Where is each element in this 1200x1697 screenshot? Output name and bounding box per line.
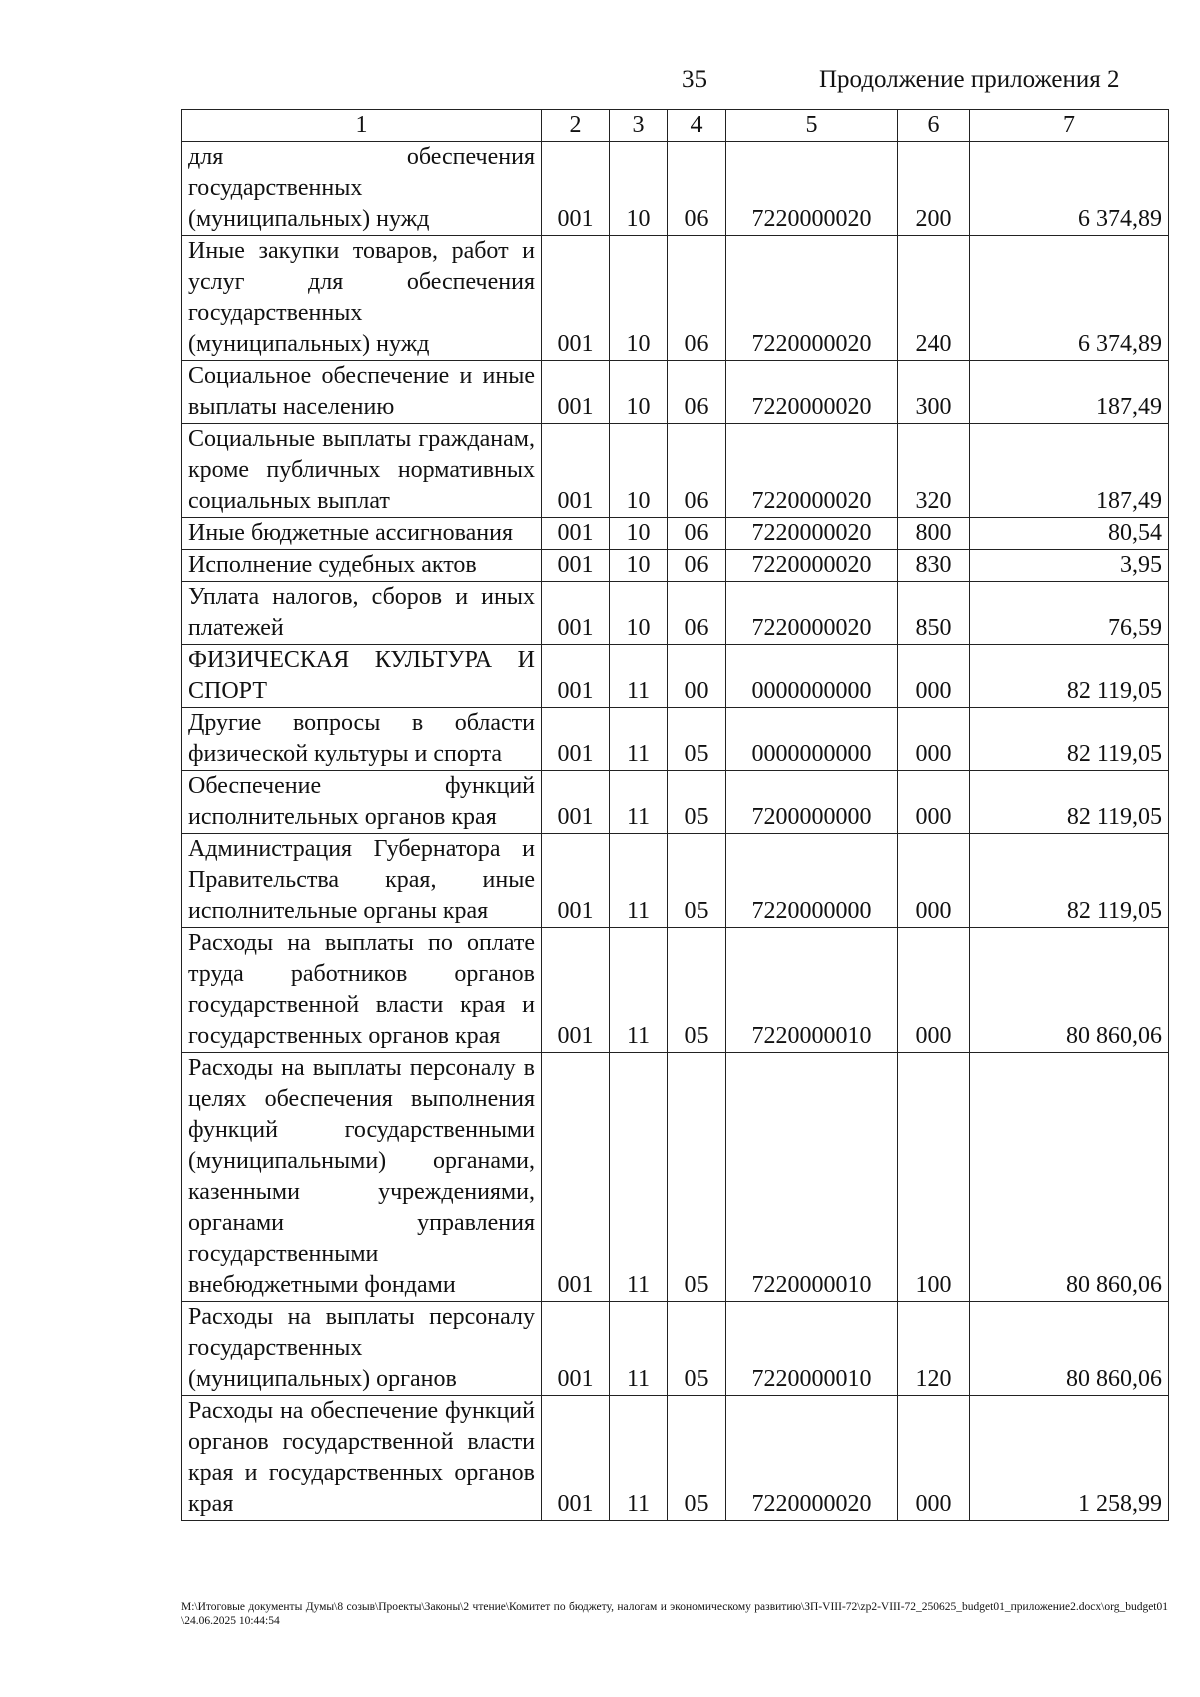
table-header-row [182, 110, 1169, 142]
admin-code-cell: 001 [542, 834, 610, 928]
subsection-cell: 06 [668, 361, 726, 424]
table-row [182, 550, 1169, 582]
expense-type-cell: 240 [898, 236, 970, 361]
subsection-cell: 06 [668, 142, 726, 236]
amount-cell: 6 374,89 [970, 142, 1169, 236]
subsection-cell: 06 [668, 582, 726, 645]
row-name-cell: Иные бюджетные ассигнования [182, 518, 542, 550]
admin-code-cell: 001 [542, 236, 610, 361]
table-row [182, 518, 1169, 550]
subsection-cell: 06 [668, 424, 726, 518]
column-header: 4 [668, 110, 726, 142]
section-cell: 10 [610, 142, 668, 236]
column-header: 1 [182, 110, 542, 142]
row-name-cell: Расходы на выплаты персоналу в целях обеспечения выполнения функций государственными (муниципальными) органами, казенными учреждениями, органами управления государственными внебюджетными фондами [182, 1053, 542, 1302]
column-header: 3 [610, 110, 668, 142]
table-row [182, 142, 1169, 236]
target-article-cell: 7220000020 [726, 518, 898, 550]
row-name-cell: Социальное обеспечение и иные выплаты населению [182, 361, 542, 424]
expense-type-cell: 100 [898, 1053, 970, 1302]
row-name-cell: ФИЗИЧЕСКАЯ КУЛЬТУРА И СПОРТ [182, 645, 542, 708]
subsection-cell: 05 [668, 1053, 726, 1302]
subsection-cell: 00 [668, 645, 726, 708]
admin-code-cell: 001 [542, 424, 610, 518]
target-article-cell: 7220000020 [726, 582, 898, 645]
admin-code-cell: 001 [542, 1396, 610, 1521]
amount-cell: 82 119,05 [970, 708, 1169, 771]
admin-code-cell: 001 [542, 550, 610, 582]
subsection-cell: 05 [668, 928, 726, 1053]
expense-type-cell: 000 [898, 771, 970, 834]
target-article-cell: 7220000020 [726, 1396, 898, 1521]
target-article-cell: 7220000010 [726, 1053, 898, 1302]
table-row [182, 582, 1169, 645]
subsection-cell: 05 [668, 771, 726, 834]
expense-type-cell: 000 [898, 928, 970, 1053]
section-cell: 10 [610, 361, 668, 424]
subsection-cell: 05 [668, 1396, 726, 1521]
continuation-heading: Продолжение приложения 2 [819, 66, 1120, 93]
row-name-cell: Обеспечение функций исполнительных органов края [182, 771, 542, 834]
table-row [182, 361, 1169, 424]
subsection-cell: 06 [668, 518, 726, 550]
section-cell: 11 [610, 708, 668, 771]
section-cell: 10 [610, 550, 668, 582]
admin-code-cell: 001 [542, 928, 610, 1053]
expense-type-cell: 850 [898, 582, 970, 645]
section-cell: 10 [610, 582, 668, 645]
amount-cell: 6 374,89 [970, 236, 1169, 361]
row-name-cell: Социальные выплаты гражданам, кроме публичных нормативных социальных выплат [182, 424, 542, 518]
row-name-cell: Администрация Губернатора и Правительства края, иные исполнительные органы края [182, 834, 542, 928]
admin-code-cell: 001 [542, 518, 610, 550]
amount-cell: 80,54 [970, 518, 1169, 550]
subsection-cell: 05 [668, 1302, 726, 1396]
table-row [182, 771, 1169, 834]
expense-type-cell: 000 [898, 834, 970, 928]
column-header: 5 [726, 110, 898, 142]
column-header: 6 [898, 110, 970, 142]
section-cell: 11 [610, 1053, 668, 1302]
amount-cell: 82 119,05 [970, 771, 1169, 834]
admin-code-cell: 001 [542, 771, 610, 834]
expense-type-cell: 000 [898, 645, 970, 708]
target-article-cell: 7220000020 [726, 142, 898, 236]
amount-cell: 82 119,05 [970, 834, 1169, 928]
admin-code-cell: 001 [542, 708, 610, 771]
subsection-cell: 05 [668, 708, 726, 771]
table-row [182, 236, 1169, 361]
target-article-cell: 7220000020 [726, 361, 898, 424]
subsection-cell: 06 [668, 550, 726, 582]
section-cell: 10 [610, 424, 668, 518]
row-name-cell: Иные закупки товаров, работ и услуг для обеспечения государственных (муниципальных) нужд [182, 236, 542, 361]
row-name-cell: Расходы на выплаты по оплате труда работников органов государственной власти края и государственных органов края [182, 928, 542, 1053]
amount-cell: 1 258,99 [970, 1396, 1169, 1521]
admin-code-cell: 001 [542, 1053, 610, 1302]
subsection-cell: 06 [668, 236, 726, 361]
amount-cell: 187,49 [970, 424, 1169, 518]
admin-code-cell: 001 [542, 142, 610, 236]
subsection-cell: 05 [668, 834, 726, 928]
target-article-cell: 7220000020 [726, 550, 898, 582]
target-article-cell: 7220000020 [726, 424, 898, 518]
section-cell: 11 [610, 928, 668, 1053]
expense-type-cell: 200 [898, 142, 970, 236]
table-row [182, 645, 1169, 708]
section-cell: 11 [610, 771, 668, 834]
section-cell: 11 [610, 1396, 668, 1521]
expense-type-cell: 300 [898, 361, 970, 424]
amount-cell: 80 860,06 [970, 928, 1169, 1053]
section-cell: 10 [610, 236, 668, 361]
admin-code-cell: 001 [542, 645, 610, 708]
expense-type-cell: 800 [898, 518, 970, 550]
row-name-cell: Исполнение судебных актов [182, 550, 542, 582]
amount-cell: 82 119,05 [970, 645, 1169, 708]
row-name-cell: Расходы на выплаты персоналу государственных (муниципальных) органов [182, 1302, 542, 1396]
row-name-cell: Расходы на обеспечение функций органов государственной власти края и государственных органов края [182, 1396, 542, 1521]
document-path-footer: М:\Итоговые документы Думы\8 созыв\Проекты\Законы\2 чтение\Комитет по бюджету, налогам и экономическому развитию\ЗП-VIII-72\zp2-VIII-72_250625_budget01_приложение2.docx\org_budget01\24.06.2025 10:44:54 [181, 1601, 1168, 1627]
row-name-cell: для обеспечения государственных (муниципальных) нужд [182, 142, 542, 236]
amount-cell: 76,59 [970, 582, 1169, 645]
target-article-cell: 0000000000 [726, 645, 898, 708]
target-article-cell: 7200000000 [726, 771, 898, 834]
table-row [182, 928, 1169, 1053]
column-header: 7 [970, 110, 1169, 142]
column-header: 2 [542, 110, 610, 142]
expense-type-cell: 320 [898, 424, 970, 518]
expense-type-cell: 830 [898, 550, 970, 582]
admin-code-cell: 001 [542, 582, 610, 645]
amount-cell: 80 860,06 [970, 1053, 1169, 1302]
amount-cell: 80 860,06 [970, 1302, 1169, 1396]
target-article-cell: 7220000010 [726, 928, 898, 1053]
table-row [182, 424, 1169, 518]
table-row [182, 834, 1169, 928]
amount-cell: 187,49 [970, 361, 1169, 424]
table-row [182, 1302, 1169, 1396]
row-name-cell: Уплата налогов, сборов и иных платежей [182, 582, 542, 645]
table-row [182, 708, 1169, 771]
section-cell: 11 [610, 834, 668, 928]
table-row [182, 1396, 1169, 1521]
table-row [182, 1053, 1169, 1302]
expense-type-cell: 120 [898, 1302, 970, 1396]
section-cell: 11 [610, 645, 668, 708]
budget-table [181, 109, 1169, 1521]
expense-type-cell: 000 [898, 708, 970, 771]
target-article-cell: 7220000010 [726, 1302, 898, 1396]
target-article-cell: 7220000020 [726, 236, 898, 361]
row-name-cell: Другие вопросы в области физической культуры и спорта [182, 708, 542, 771]
amount-cell: 3,95 [970, 550, 1169, 582]
target-article-cell: 7220000000 [726, 834, 898, 928]
expense-type-cell: 000 [898, 1396, 970, 1521]
target-article-cell: 0000000000 [726, 708, 898, 771]
admin-code-cell: 001 [542, 361, 610, 424]
section-cell: 11 [610, 1302, 668, 1396]
admin-code-cell: 001 [542, 1302, 610, 1396]
page-number: 35 [682, 66, 707, 93]
section-cell: 10 [610, 518, 668, 550]
